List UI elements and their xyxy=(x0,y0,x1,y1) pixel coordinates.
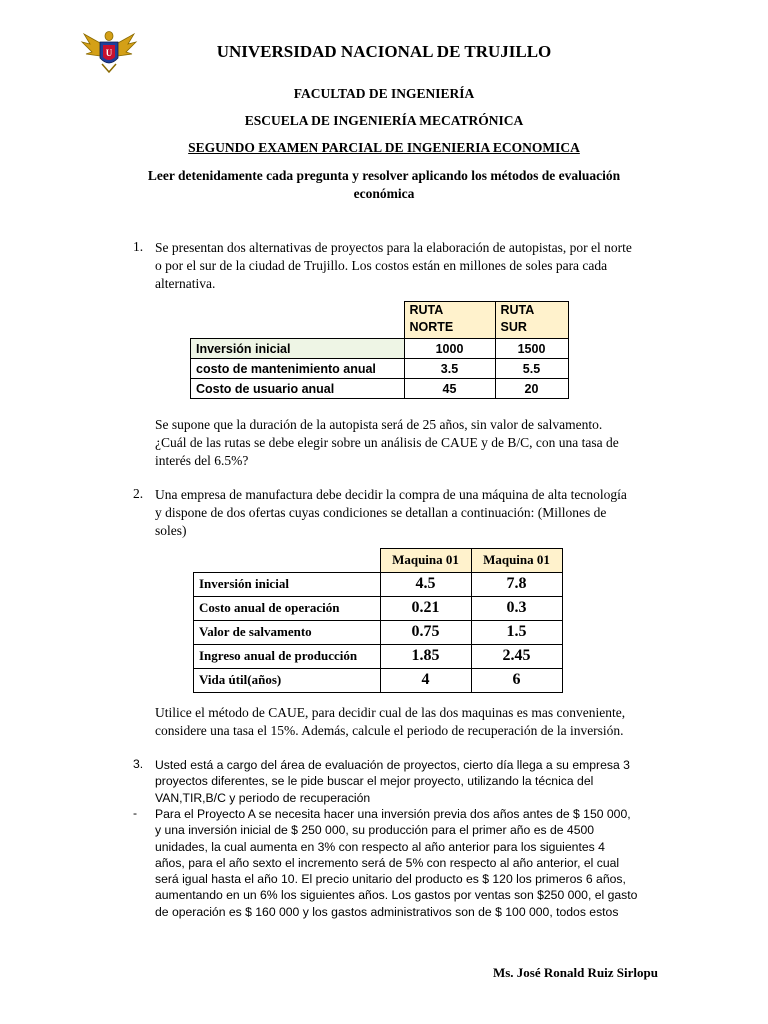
svg-text:U: U xyxy=(105,48,113,58)
header-north: RUTA NORTE xyxy=(404,302,495,339)
table-row: Ingreso anual de producción 1.85 2.45 xyxy=(194,644,563,668)
question-1-number: 1. xyxy=(133,239,144,254)
table-row: costo de mantenimiento anual 3.5 5.5 xyxy=(191,359,569,379)
table-row: Vida útil(años) 4 6 xyxy=(194,668,563,692)
header-machine-b: Maquina 01 xyxy=(471,549,562,573)
school-heading: ESCUELA DE INGENIERÍA MECATRÓNICA xyxy=(244,113,524,128)
routes-table xyxy=(190,301,569,399)
bullet-dash: - xyxy=(133,806,138,820)
question-2-followup: Utilice el método de CAUE, para decidir cual de las dos maquinas es mas conveniente, considere una tasa el 15%. Además, calcule el periodo de recuperación de la inversión. xyxy=(155,705,626,738)
instruction-line-1: Leer detenidamente cada pregunta y resolver aplicando los métodos de evaluación xyxy=(147,168,621,183)
table-row: Costo anual de operación 0.21 0.3 xyxy=(194,596,563,620)
question-1-followup: Se supone que la duración de la autopista será de 25 años, sin valor de salvamento. ¿Cuál de las rutas se debe elegir sobre un análisis de CAUE y de B/C, con una tasa de interés del 6.5%? xyxy=(155,417,619,468)
project-a-text: Para el Proyecto A se necesita hacer una inversión previa dos años antes de $ 150 000, y una inversión inicial de $ 250 000, su producción para el primer año es de 4500 unidades, la cual aumenta en 3% con respecto al año anterior para los siguientes 4 años, para el año sexto el incremento será de 5% con respecto al año anterior, el cual será igual hasta el año 10. El precio unitario del producto es $ 120 los primeros 6 años, aumentando en un 6% los siguientes años. Los gastos por ventas son $250 000, el gasto de operación es $ 160 000 y los gastos administrativos son de $ 100 000, todos estos xyxy=(155,807,638,919)
university-title: UNIVERSIDAD NACIONAL DE TRUJILLO xyxy=(216,42,552,61)
header-south: RUTA SUR xyxy=(495,302,568,339)
author-signature: Ms. José Ronald Ruiz Sirlopu xyxy=(492,965,658,980)
question-3-number: 3. xyxy=(133,757,144,771)
question-3-text: Usted está a cargo del área de evaluación de proyectos, cierto día llega a su empresa 3 proyectos diferentes, se le pide buscar el mejor proyecto, utilizando la técnica del VAN,TIR,B/C y periodo de recuperación xyxy=(155,758,630,805)
instruction-line-2: económica xyxy=(353,186,415,201)
question-2-number: 2. xyxy=(133,486,144,501)
table-row: Costo de usuario anual 45 20 xyxy=(191,379,569,399)
table-row: Inversión inicial 1000 1500 xyxy=(191,339,569,359)
table-row: Inversión inicial 4.5 7.8 xyxy=(194,572,563,596)
question-1-text: Se presentan dos alternativas de proyectos para la elaboración de autopistas, por el norte o por el sur de la ciudad de Trujillo. Los costos están en millones de soles para cada alternativa. xyxy=(155,240,632,291)
question-2-text: Una empresa de manufactura debe decidir la compra de una máquina de alta tecnología y dispone de dos ofertas cuyas condiciones se detallan a continuación: (Millones de soles) xyxy=(155,487,627,538)
faculty-heading: FACULTAD DE INGENIERÍA xyxy=(293,86,475,101)
table-row: Valor de salvamento 0.75 1.5 xyxy=(194,620,563,644)
machines-table xyxy=(193,548,563,693)
exam-title: SEGUNDO EXAMEN PARCIAL DE INGENIERIA ECONOMICA xyxy=(188,140,580,155)
header-machine-a: Maquina 01 xyxy=(380,549,471,573)
